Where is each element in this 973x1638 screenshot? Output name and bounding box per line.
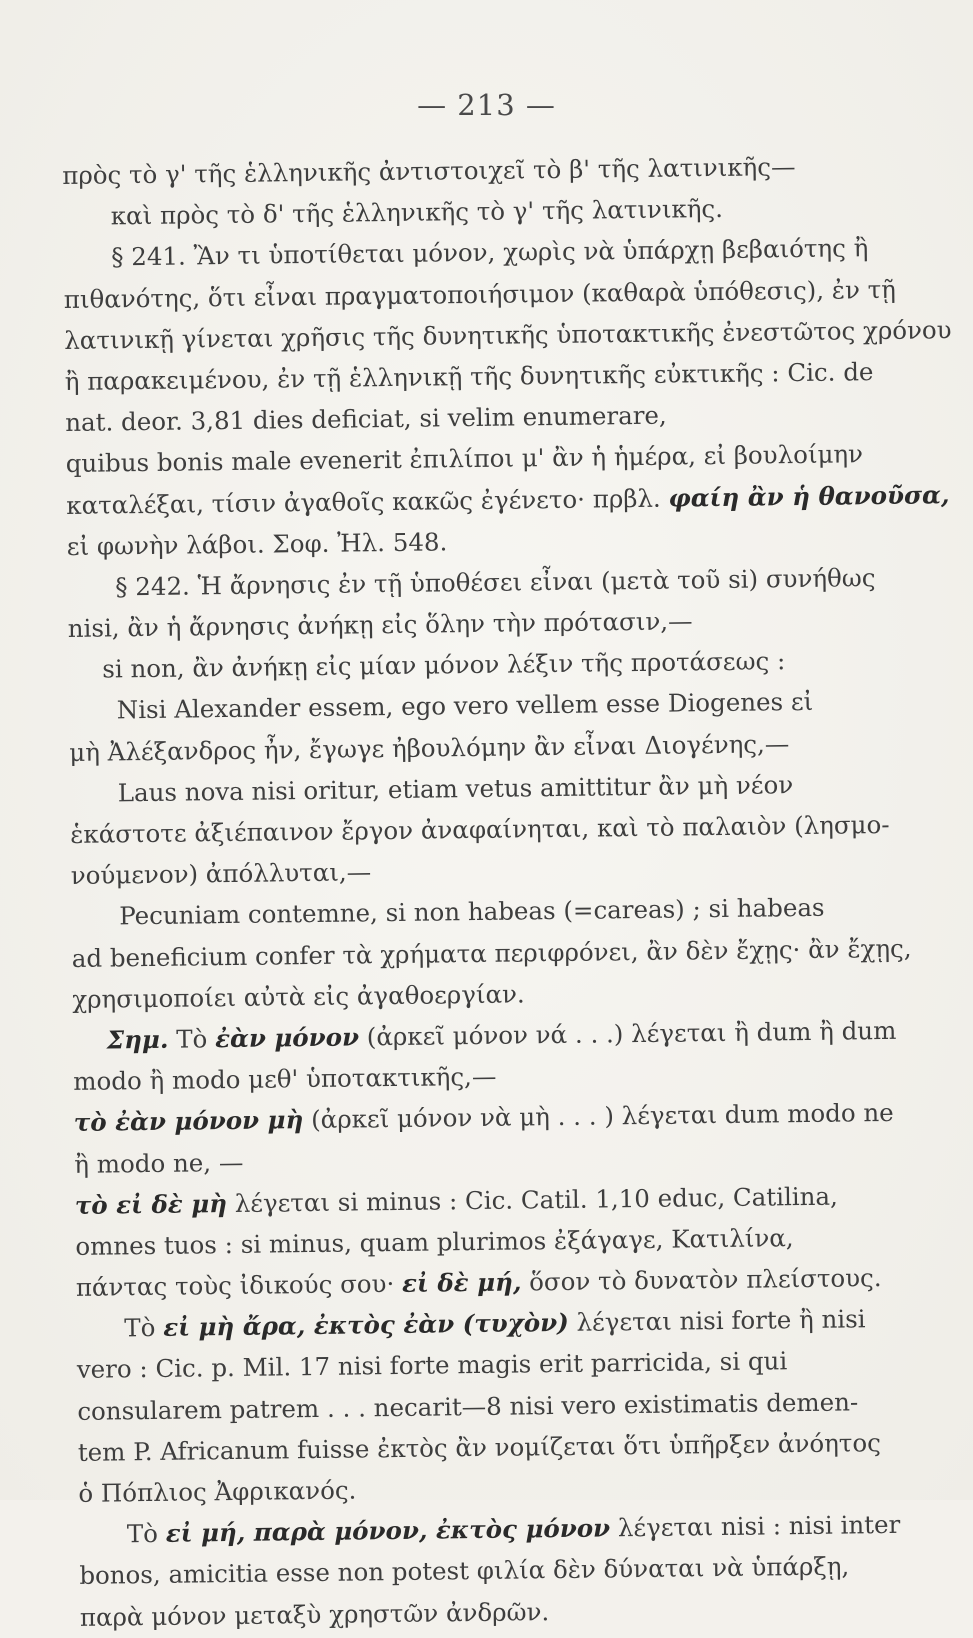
text-line: τὸ ἐὰν μόνον μὴ (ἀρκεῖ μόνον νὰ μὴ . . . ) λέγεται dum modo ne	[73, 1098, 894, 1138]
text-line: παρὰ μόνον μεταξὺ χρηστῶν ἀνδρῶν.	[79, 1596, 550, 1632]
text-line: Pecuniam contemne, si non habeas (=careas) ; si habeas	[119, 893, 825, 931]
text-line: πρὸς τὸ γ' τῆς ἑλληνικῆς ἀντιστοιχεῖ τὸ β' τῆς λατινικῆς—	[62, 152, 796, 190]
text-line: vero : Cic. p. Mil. 17 nisi forte magis erit parricida, si qui	[76, 1346, 788, 1385]
text-line: ὁ Πόπλιος Ἀφρικανός.	[78, 1475, 357, 1508]
text-line: consularem patrem . . . necarit—8 nisi vero existimatis demen-	[77, 1386, 859, 1426]
text-line: χρησιμοποίει αὐτὰ εἰς ἀγαθοεργίαν.	[72, 979, 525, 1014]
text-line: τὸ εἰ δὲ μὴ λέγεται si minus : Cic. Catil. 1,10 educ, Catilina,	[74, 1181, 838, 1220]
text-line: nisi, ἂν ἡ ἄρνησις ἀνήκῃ εἰς ὅλην τὴν πρότασιν,—	[67, 606, 693, 644]
text-line: πιθανότης, ὅτι εἶναι πραγματοποιήσιμον (καθαρὰ ὑπόθεσις), ἐν τῇ	[63, 274, 897, 314]
bold-quote: φαίη ἂν ἡ θανοῦσα,	[668, 479, 950, 513]
text-line: εἰ φωνὴν λάβοι. Σοφ. Ἠλ. 548.	[66, 527, 448, 561]
text-line: ad beneficium confer τὰ χρήματα περιφρόνει, ἂν δὲν ἔχῃς· ἂν ἔχῃς,	[71, 933, 912, 973]
text-line: Τὸ εἰ μή, παρὰ μόνον, ἐκτὸς μόνον λέγεται nisi : nisi inter	[126, 1510, 901, 1549]
page-number: — 213 —	[417, 88, 556, 122]
text-line: Nisi Alexander essem, ego vero vellem esse Diogenes εἰ	[116, 687, 814, 725]
text-line: λατινικῇ γίνεται χρῆσις τῆς δυνητικῆς ὑποτακτικῆς ἐνεστῶτος χρόνου	[64, 314, 952, 355]
text-line: μὴ Ἀλέξανδρος ἦν, ἔγωγε ἠβουλόμην ἂν εἶναι Διογένης,—	[69, 728, 790, 767]
text-line: quibus bonis male evenerit ἐπιλίποι μ' ἂν ἡ ἡμέρα, εἰ βουλοίμην	[65, 439, 864, 479]
text-line: νούμενον) ἀπόλλυται,—	[70, 857, 372, 891]
text-line: bonos, amicitia esse non potest φιλία δὲν δύναται νὰ ὑπάρξῃ,	[79, 1551, 850, 1591]
text-line: Laus nova nisi oritur, etiam vetus amittitur ἂν μὴ νέον	[117, 769, 794, 808]
paragraph-241-start: § 241. Ἂν τι ὑποτίθεται μόνον, χωρὶς νὰ ὑπάρχῃ βεβαιότης ἢ	[111, 233, 869, 272]
text-line: ἑκάστοτε ἀξιέπαινον ἔργον ἀναφαίνηται, καὶ τὸ παλαιὸν (λησμο-	[70, 809, 890, 849]
paragraph-242-start: § 242. Ἡ ἄρνησις ἐν τῇ ὑποθέσει εἶναι (μετὰ τοῦ si) συνήθως	[115, 562, 876, 602]
note-line: Σημ. Τὸ ἐὰν μόνον (ἀρκεῖ μόνον νά . . .) λέγεται ἢ dum ἢ dum	[106, 1015, 897, 1055]
text-line: modo ἢ modo μεθ' ὑποτακτικῆς,—	[73, 1061, 497, 1097]
text-line: si non, ἂν ἀνήκῃ εἰς μίαν μόνον λέξιν τῆς προτάσεως :	[102, 646, 786, 684]
text-line: καὶ πρὸς τὸ δ' τῆς ἑλληνικῆς τὸ γ' τῆς λατινικῆς.	[110, 194, 724, 231]
text-line: ἢ modo ne, —	[74, 1147, 244, 1179]
text-line: καταλέξαι, τίσιν ἀγαθοῖς κακῶς ἐγένετο· πρβλ. φαίη ἂν ἡ θανοῦσα,	[66, 479, 950, 520]
text-line: omnes tuos : si minus, quam plurimos ἐξάγαγε, Κατιλίνα,	[75, 1223, 794, 1261]
text-line: Τὸ εἰ μὴ ἄρα, ἐκτὸς ἐὰν (τυχὸν) λέγεται nisi forte ἢ nisi	[124, 1304, 866, 1343]
text-line: tem P. Africanum fuisse ἐκτὸς ἂν νομίζεται ὅτι ὑπῆρξεν ἀνόητος	[77, 1427, 882, 1467]
text-line: ἢ παρακειμένου, ἐν τῇ ἑλληνικῇ τῆς δυνητικῆς εὐκτικῆς : Cic. de	[64, 357, 874, 396]
note-label: Σημ.	[106, 1024, 169, 1055]
latin-example: nat. deor. 3,81 dies deficiat, si velim enumerare,	[65, 400, 667, 438]
body-text	[62, 144, 952, 1637]
text-line: πάντας τοὺς ἰδικούς σου· εἰ δὲ μή, ὅσον τὸ δυνατὸν πλείστους.	[75, 1263, 882, 1302]
